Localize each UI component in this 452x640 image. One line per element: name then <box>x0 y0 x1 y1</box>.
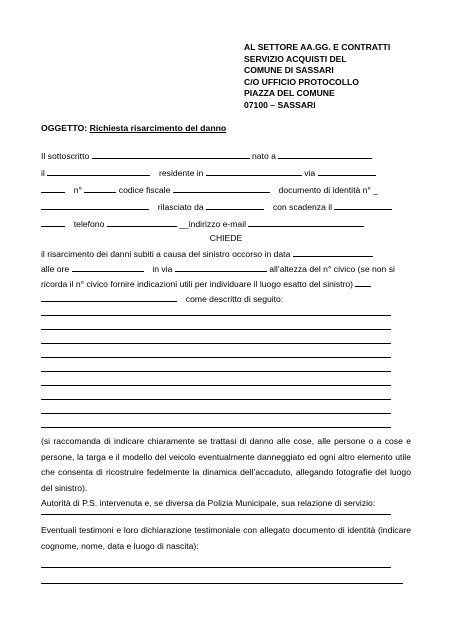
field-nato-a[interactable] <box>278 150 372 159</box>
subject-text: Richiesta risarcimento del danno <box>89 123 227 133</box>
form-line-ricorda <box>41 278 411 290</box>
note-paragraph: (si raccomanda di indicare chiaramente se trattasi di danno alle cose, alle persone o a cose e persone, la targa e il modello del veicolo eventualmente danneggiato ed ogni altro elemento utile che consenta di ricostruire fedelmente la dinamica dell’accaduto, allegando fotografie del luogo del sinistro). <box>41 436 411 493</box>
description-line[interactable] <box>41 427 391 428</box>
label-con-scadenza: con scadenza il <box>272 202 333 212</box>
form-line-rilascio <box>41 201 411 213</box>
testimoni-label: Eventuali testimoni e loro dichiarazione testimoniale con allegato documento di identità (indicare cognome, nome, data e luogo di nascita): <box>41 525 411 551</box>
label-ricorda: ricorda il n° civico fornire indicazioni utili per individuare il luogo esatto del sinistro) <box>41 279 354 289</box>
recipient-line: 07100 – SASSARI <box>244 99 316 110</box>
label-nato-a: nato a <box>252 151 276 161</box>
field-ora-sinistro[interactable] <box>72 263 144 272</box>
form-line-sottoscritto <box>41 150 411 162</box>
autorita-label: Autorità di P.S. intervenuta e, se diversa da Polizia Municipale, sua relazione di servizio: <box>41 498 376 508</box>
field-telefono[interactable] <box>107 218 177 227</box>
field-data-sinistro[interactable] <box>293 248 373 257</box>
field-scadenza[interactable] <box>334 201 392 210</box>
label-residente-in: residente in <box>159 168 204 178</box>
label-descritto: come descritto di seguito: <box>185 294 284 304</box>
testimoni-line[interactable] <box>41 567 391 568</box>
recipient-line: AL SETTORE AA.GG. E CONTRATTI <box>244 42 391 52</box>
label-alle-ore: alle ore <box>41 264 70 274</box>
label-rilasciato-da: rilasciato da <box>157 202 204 212</box>
subject-label: OGGETTO: <box>41 123 88 133</box>
recipient-line: PIAZZA DEL COMUNE <box>244 88 335 99</box>
label-documento: documento di identità n° <box>278 185 371 195</box>
label-telefono: telefono <box>73 219 105 229</box>
description-line[interactable] <box>41 385 391 386</box>
description-line[interactable] <box>41 357 391 358</box>
recipient-line: SERVIZIO ACQUISTI DEL <box>244 53 347 64</box>
description-line[interactable] <box>41 371 391 372</box>
label-n: n° <box>73 185 82 195</box>
form-line-documento <box>41 184 411 196</box>
field-via-sinistro[interactable] <box>175 263 267 272</box>
form-line-residenza <box>41 167 411 179</box>
recipient-address <box>244 42 390 112</box>
field-rilasciato-da[interactable] <box>206 201 264 210</box>
label-il: il <box>41 168 45 178</box>
field-documento-numero[interactable] <box>41 201 149 210</box>
subject-line <box>41 123 226 133</box>
description-line[interactable] <box>41 413 391 414</box>
description-line[interactable] <box>41 329 391 330</box>
recipient-line: C/O UFFICIO PROTOCOLLO <box>244 76 359 87</box>
field-indicazioni-luogo[interactable] <box>41 293 177 302</box>
label-codice-fiscale: codice fiscale <box>118 185 171 195</box>
form-line-sinistro-luogo <box>41 263 411 275</box>
testimoni-line[interactable] <box>41 583 403 584</box>
field-prefisso[interactable] <box>41 218 65 227</box>
form-line-contatti <box>41 218 411 230</box>
label-sottoscritto: Il sottoscritto <box>41 151 90 161</box>
field-email[interactable] <box>248 218 364 227</box>
field-n[interactable] <box>84 184 116 193</box>
label-risarcimento: il risarcimento dei danni subiti a causa del sinistro occorso in data <box>41 249 291 259</box>
label-via: via <box>304 168 316 178</box>
form-line-sinistro-data <box>41 248 411 260</box>
form-line-descrizione <box>41 293 411 305</box>
field-sottoscritto[interactable] <box>92 150 250 159</box>
label-in-via: in via <box>152 264 173 274</box>
description-line[interactable] <box>41 399 391 400</box>
description-line[interactable] <box>41 315 391 316</box>
field-residente-in[interactable] <box>206 167 302 176</box>
description-line[interactable] <box>41 343 391 344</box>
chiede-heading: CHIEDE <box>209 233 243 243</box>
field-data-nascita[interactable] <box>47 167 150 176</box>
label-email: __indirizzo e-mail <box>179 219 247 229</box>
field-numero-civico[interactable] <box>41 184 65 193</box>
label-altezza: all’altezza del n° civico (se non si <box>269 264 395 274</box>
field-via[interactable] <box>318 167 376 176</box>
recipient-line: COMUNE DI SASSARI <box>244 65 334 76</box>
autorita-line[interactable] <box>41 514 391 515</box>
field-codice-fiscale[interactable] <box>173 184 270 193</box>
label-documento-tail: _ <box>373 185 379 195</box>
field-civico-sinistro[interactable] <box>355 278 371 287</box>
